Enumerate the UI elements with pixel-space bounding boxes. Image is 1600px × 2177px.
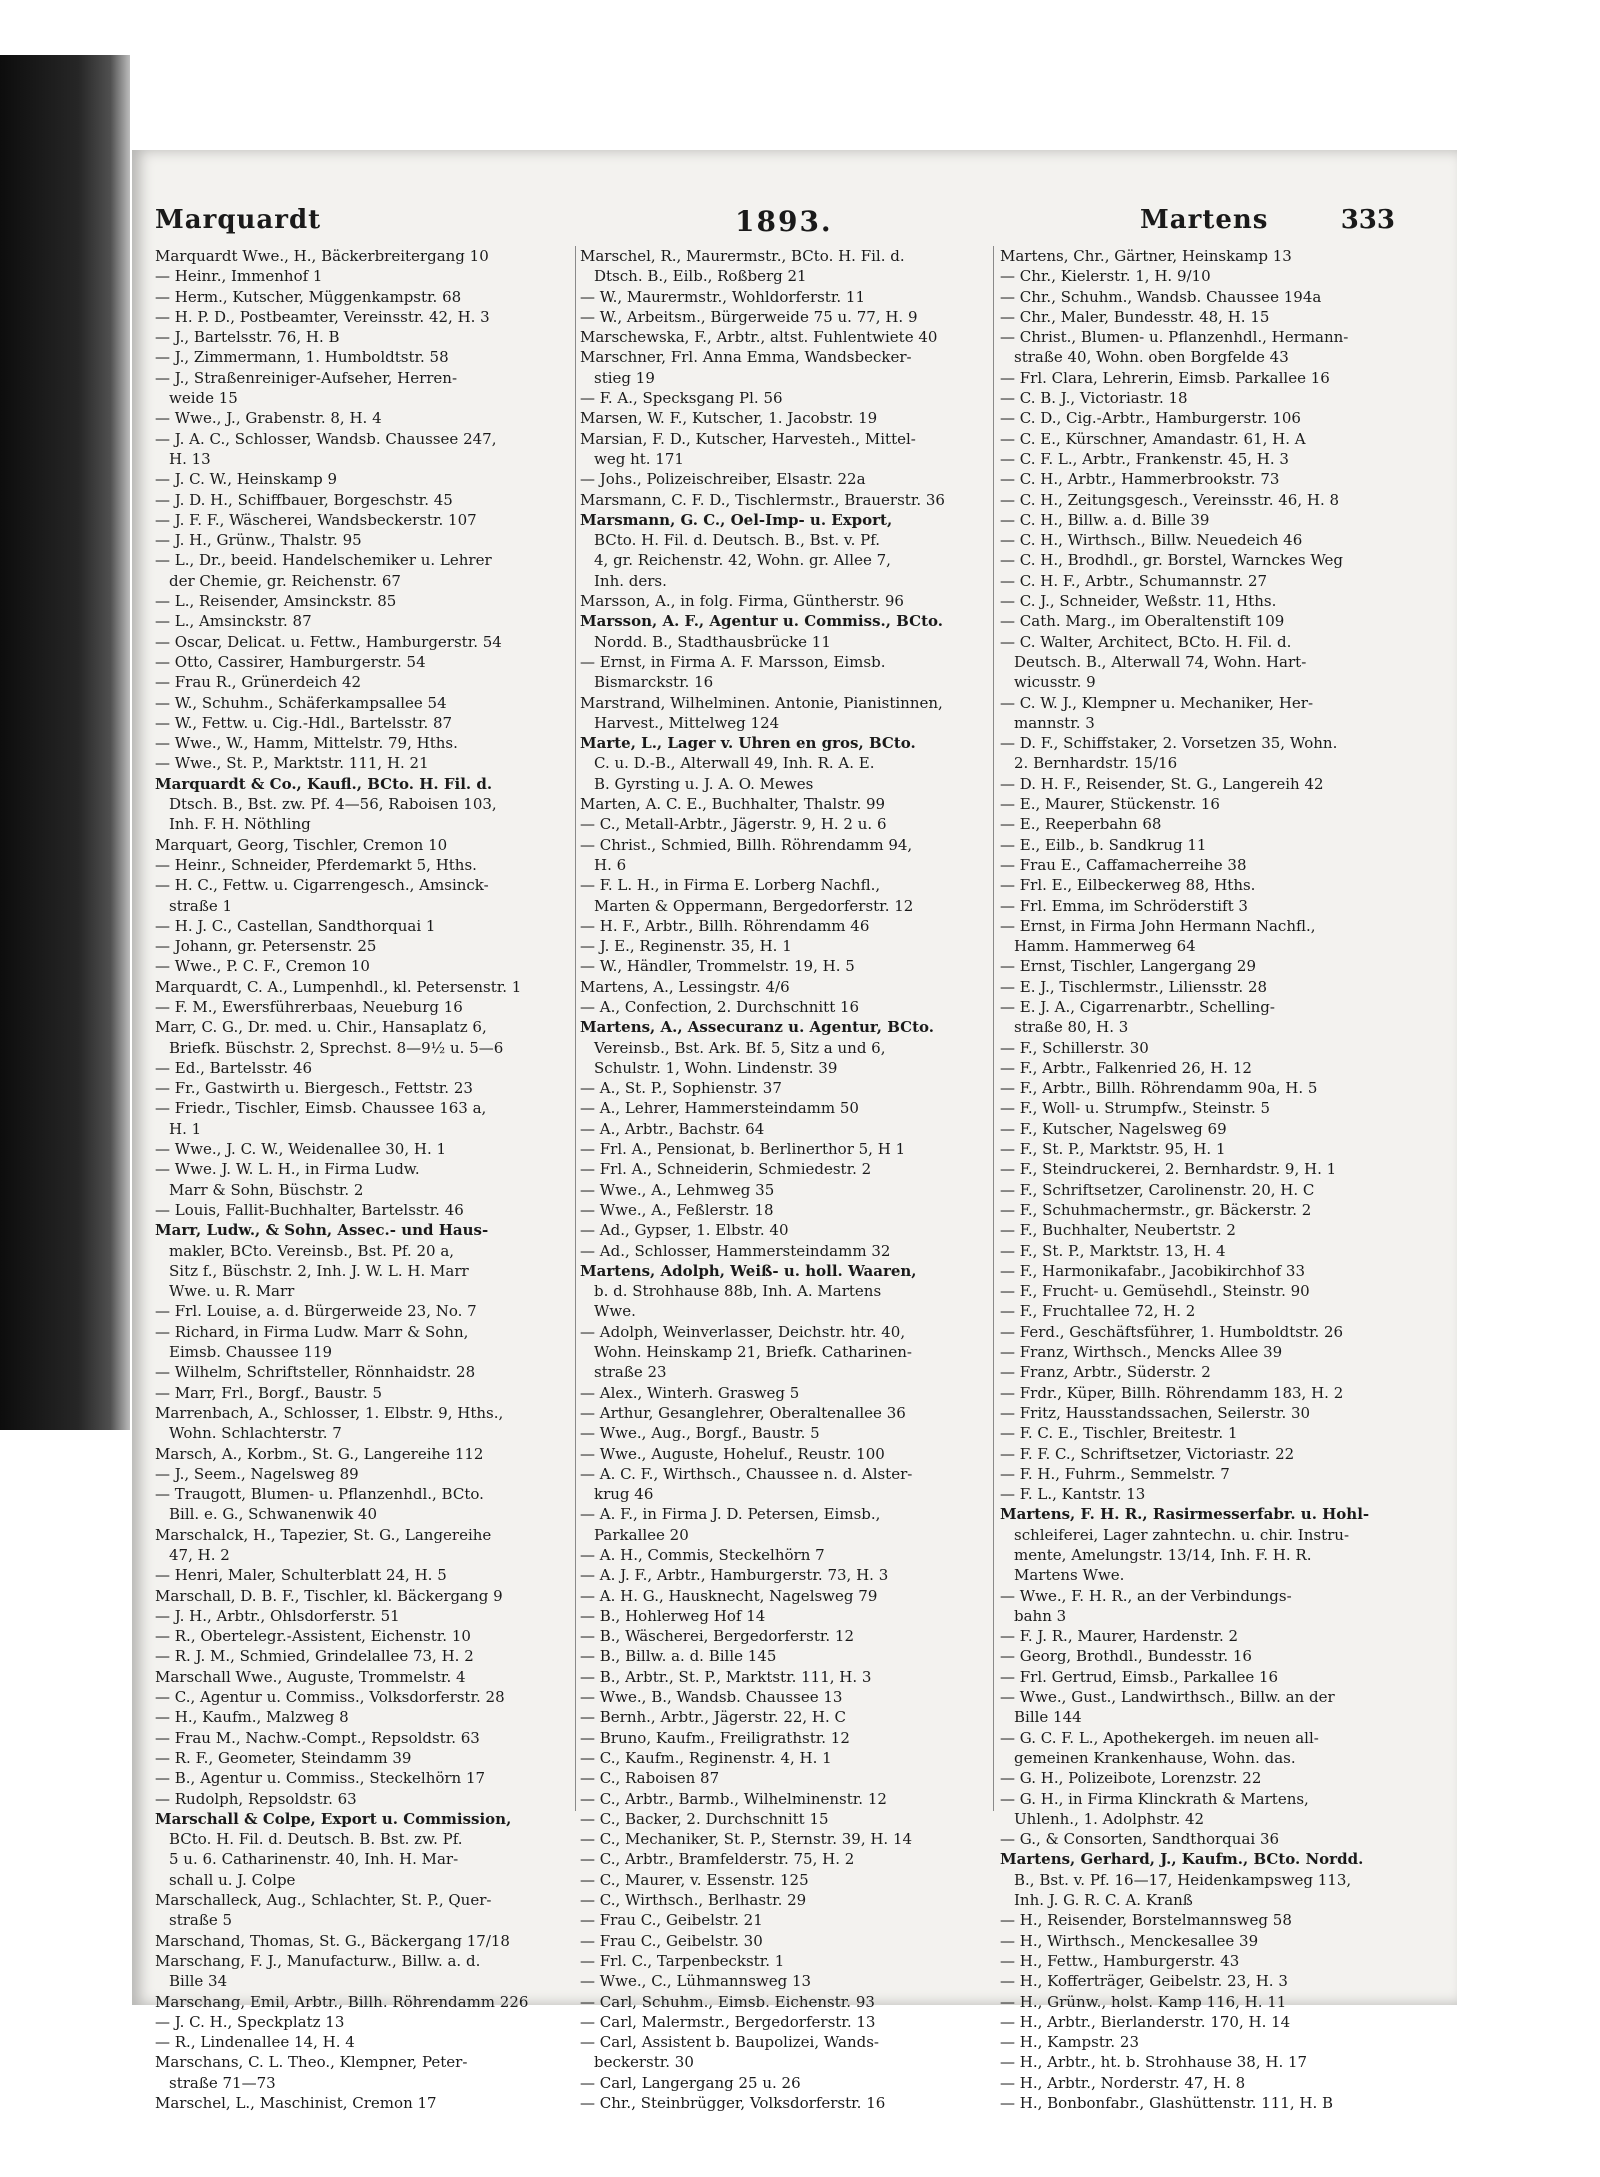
entry-continuation: 4, gr. Reichenstr. 42, Wohn. gr. Allee 7, <box>594 551 891 570</box>
entry-continuation: weg ht. 171 <box>594 449 684 468</box>
directory-entry: — Wilhelm, Schriftsteller, Rönnhaidstr. 28 <box>155 1363 476 1382</box>
directory-entry: — C. Walter, Architect, BCto. H. Fil. d. <box>1000 632 1292 651</box>
directory-entry: — Wwe., J. C. W., Weidenallee 30, H. 1 <box>155 1140 447 1159</box>
directory-entry: Marsson, A. F., Agentur u. Commiss., BCto. <box>580 612 943 631</box>
directory-entry: — Oscar, Delicat. u. Fettw., Hamburgerstr. 54 <box>155 632 502 651</box>
directory-entry: — Frl. Louise, a. d. Bürgerweide 23, No. 7 <box>155 1302 477 1321</box>
directory-entry: Martens, Chr., Gärtner, Heinskamp 13 <box>1000 247 1292 265</box>
directory-entry: — Marr, Frl., Borgf., Baustr. 5 <box>155 1383 383 1402</box>
directory-entry: — Frl. Gertrud, Eimsb., Parkallee 16 <box>1000 1667 1279 1686</box>
page-header <box>155 205 1395 245</box>
entry-continuation: der Chemie, gr. Reichenstr. 67 <box>169 571 401 590</box>
directory-entry: — Carl, Malermstr., Bergedorferstr. 13 <box>580 2012 876 2031</box>
entry-continuation: Bille 144 <box>1014 1708 1082 1727</box>
entry-continuation: Briefk. Büschstr. 2, Sprechst. 8—9½ u. 5—6 <box>169 1038 504 1057</box>
directory-entry: — C., Wirthsch., Berlhastr. 29 <box>580 1891 807 1910</box>
entry-continuation: Inh. F. H. Nöthling <box>169 815 311 834</box>
entry-continuation: krug 46 <box>594 1485 654 1504</box>
entry-continuation: B. Gyrsting u. J. A. O. Mewes <box>594 774 814 793</box>
directory-entry: — Frau R., Grünerdeich 42 <box>155 673 362 692</box>
directory-entry: — F., Harmonikafabr., Jacobikirchhof 33 <box>1000 1261 1306 1280</box>
entry-continuation: weide 15 <box>169 389 238 408</box>
directory-column-3 <box>1000 246 1418 2113</box>
directory-entry: — F. L., Kantstr. 13 <box>1000 1485 1146 1504</box>
entry-continuation: BCto. H. Fil. d. Deutsch. B. Bst. zw. Pf. <box>169 1830 463 1849</box>
directory-entry: — Carl, Assistent b. Baupolizei, Wands- <box>580 2033 879 2052</box>
directory-entry: — L., Dr., beeid. Handelschemiker u. Lehrer <box>155 551 492 570</box>
directory-entry: Marten, A. C. E., Buchhalter, Thalstr. 99 <box>580 795 886 814</box>
directory-entry: — Heinr., Immenhof 1 <box>155 267 323 286</box>
entry-continuation: Eimsb. Chaussee 119 <box>169 1343 333 1362</box>
directory-entry: — Wwe., C., Lühmannsweg 13 <box>580 1972 812 1991</box>
directory-entry: — G. C. F. L., Apothekergeh. im neuen all- <box>1000 1728 1319 1747</box>
directory-entry: — Friedr., Tischler, Eimsb. Chaussee 163 a, <box>155 1099 487 1118</box>
directory-entry: — J. A. C., Schlosser, Wandsb. Chaussee 247, <box>155 429 497 448</box>
directory-entry: — Frau C., Geibelstr. 21 <box>580 1911 763 1930</box>
directory-entry: Marsian, F. D., Kutscher, Harvesteh., Mittel- <box>580 429 916 448</box>
directory-entry: — R., Lindenallee 14, H. 4 <box>155 2033 355 2052</box>
directory-entry: — Bernh., Arbtr., Jägerstr. 22, H. C <box>580 1708 847 1727</box>
entry-continuation: Vereinsb., Bst. Ark. Bf. 5, Sitz a und 6, <box>594 1038 886 1057</box>
entry-continuation: B., Bst. v. Pf. 16—17, Heidenkampsweg 113, <box>1014 1870 1352 1889</box>
directory-entry: — C. W. J., Klempner u. Mechaniker, Her- <box>1000 693 1314 712</box>
entry-continuation: makler, BCto. Vereinsb., Bst. Pf. 20 a, <box>169 1241 455 1260</box>
directory-entry: — Wwe., F. H. R., an der Verbindungs- <box>1000 1586 1292 1605</box>
directory-entry: Marsch, A., Korbm., St. G., Langereihe 112 <box>155 1444 484 1463</box>
directory-entry: — Alex., Winterh. Grasweg 5 <box>580 1383 800 1402</box>
entry-continuation: Wohn. Heinskamp 21, Briefk. Catharinen- <box>594 1343 912 1362</box>
directory-entry: — J. E., Reginenstr. 35, H. 1 <box>580 937 792 956</box>
directory-entry: — Frl. Emma, im Schröderstift 3 <box>1000 896 1248 915</box>
directory-entry: Martens, Gerhard, J., Kaufm., BCto. Nordd. <box>1000 1850 1364 1869</box>
directory-entry: — E. J., Tischlermstr., Liliensstr. 28 <box>1000 977 1268 996</box>
directory-entry: — F., Schriftsetzer, Carolinenstr. 20, H. C <box>1000 1180 1315 1199</box>
directory-entry: — Richard, in Firma Ludw. Marr & Sohn, <box>155 1322 469 1341</box>
directory-entry: — W., Fettw. u. Cig.-Hdl., Bartelsstr. 87 <box>155 713 453 732</box>
directory-entry: — A., Arbtr., Bachstr. 64 <box>580 1119 765 1138</box>
directory-entry: Marschel, L., Maschinist, Cremon 17 <box>155 2094 437 2113</box>
directory-entry: — J. F. F., Wäscherei, Wandsbeckerstr. 107 <box>155 510 477 529</box>
directory-entry: — L., Reisender, Amsinckstr. 85 <box>155 592 397 611</box>
directory-entry: — Ernst, in Firma A. F. Marsson, Eimsb. <box>580 652 886 671</box>
directory-column-1 <box>155 246 573 2113</box>
directory-entry: — F. M., Ewersführerbaas, Neueburg 16 <box>155 997 463 1016</box>
entry-continuation: Wohn. Schlachterstr. 7 <box>169 1424 342 1443</box>
directory-entry: Marr, Ludw., & Sohn, Assec.- und Haus- <box>155 1221 489 1240</box>
directory-entry: Marschall, D. B. F., Tischler, kl. Bäckergang 9 <box>155 1586 503 1605</box>
directory-entry: — H. F., Arbtr., Billh. Röhrendamm 46 <box>580 916 870 935</box>
directory-entry: Marschang, Emil, Arbtr., Billh. Röhrendamm 226 <box>155 1992 529 2011</box>
header-left-catchword: Marquardt <box>155 205 322 235</box>
directory-entry: — J. C. H., Speckplatz 13 <box>155 2012 345 2031</box>
directory-entry: — Otto, Cassirer, Hamburgerstr. 54 <box>155 652 426 671</box>
directory-entry: — J. C. W., Heinskamp 9 <box>155 470 338 489</box>
directory-entry: — G. H., in Firma Klinckrath & Martens, <box>1000 1789 1309 1808</box>
directory-entry: — Louis, Fallit-Buchhalter, Bartelsstr. 46 <box>155 1200 464 1219</box>
directory-entry: Marstrand, Wilhelminen. Antonie, Pianistinnen, <box>580 693 943 712</box>
directory-entry: — A. J. F., Arbtr., Hamburgerstr. 73, H. 3 <box>580 1566 889 1585</box>
directory-entry: — Ferd., Geschäftsführer, 1. Humboldtstr. 26 <box>1000 1322 1344 1341</box>
entry-continuation: Marr & Sohn, Büschstr. 2 <box>169 1180 364 1199</box>
entry-continuation: mente, Amelungstr. 13/14, Inh. F. H. R. <box>1014 1546 1312 1564</box>
directory-entry: — Wwe., B., Wandsb. Chaussee 13 <box>580 1688 843 1707</box>
directory-entry: Marschalleck, Aug., Schlachter, St. P., Quer- <box>155 1891 492 1910</box>
directory-entry: — H., Arbtr., ht. b. Strohhause 38, H. 17 <box>1000 2053 1308 2072</box>
directory-entry: Martens, A., Lessingstr. 4/6 <box>580 977 790 996</box>
directory-entry: — Johs., Polizeischreiber, Elsastr. 22a <box>580 470 866 489</box>
directory-entry: — W., Schuhm., Schäferkampsallee 54 <box>155 693 447 712</box>
page-number: 333 <box>1340 205 1395 235</box>
entry-continuation: b. d. Strohhause 88b, Inh. A. Martens <box>594 1282 882 1301</box>
directory-entry: Marquardt Wwe., H., Bäckerbreitergang 10 <box>155 247 489 265</box>
directory-entry: Marschand, Thomas, St. G., Bäckergang 17/18 <box>155 1931 510 1950</box>
directory-entry: — F. H., Fuhrm., Semmelstr. 7 <box>1000 1464 1230 1483</box>
directory-entry: Marschalck, H., Tapezier, St. G., Langereihe <box>155 1525 492 1544</box>
directory-entry: — Georg, Brothdl., Bundesstr. 16 <box>1000 1647 1252 1666</box>
entry-continuation: straße 80, H. 3 <box>1014 1018 1129 1037</box>
directory-entry: — C., Agentur u. Commiss., Volksdorferstr. 28 <box>155 1688 505 1707</box>
directory-entry: — G. H., Polizeibote, Lorenzstr. 22 <box>1000 1769 1262 1788</box>
entry-continuation: Uhlenh., 1. Adolphstr. 42 <box>1014 1809 1205 1828</box>
directory-entry: — Fr., Gastwirth u. Biergesch., Fettstr. 23 <box>155 1079 473 1098</box>
directory-entry: Marquart, Georg, Tischler, Cremon 10 <box>155 835 448 854</box>
directory-entry: — Ernst, Tischler, Langergang 29 <box>1000 957 1256 976</box>
directory-entry: — B., Agentur u. Commiss., Steckelhörn 17 <box>155 1769 486 1788</box>
entry-continuation: Schulstr. 1, Wohn. Lindenstr. 39 <box>594 1058 838 1077</box>
directory-entry: Marsmann, G. C., Oel-Imp- u. Export, <box>580 510 893 529</box>
directory-entry: — A. H., Commis, Steckelhörn 7 <box>580 1546 825 1564</box>
entry-continuation: straße 71—73 <box>169 2073 276 2092</box>
directory-entry: — Ad., Schlosser, Hammersteindamm 32 <box>580 1241 891 1260</box>
directory-entry: — Christ., Schmied, Billh. Röhrendamm 94, <box>580 835 913 854</box>
directory-entry: Marschang, F. J., Manufacturw., Billw. a. d. <box>155 1951 481 1970</box>
entry-continuation: gemeinen Krankenhause, Wohn. das. <box>1014 1748 1296 1767</box>
directory-entry: — A., Confection, 2. Durchschnitt 16 <box>580 997 860 1016</box>
directory-entry: — F., Schillerstr. 30 <box>1000 1038 1149 1057</box>
directory-entry: — Chr., Steinbrügger, Volksdorferstr. 16 <box>580 2094 886 2113</box>
directory-entry: Marschel, R., Maurermstr., BCto. H. Fil. d. <box>580 247 905 265</box>
directory-entry: — Carl, Schuhm., Eimsb. Eichenstr. 93 <box>580 1992 875 2011</box>
directory-entry: — E., Reeperbahn 68 <box>1000 815 1162 834</box>
directory-entry: — E., Eilb., b. Sandkrug 11 <box>1000 835 1207 854</box>
directory-entry: — Frau E., Caffamacherreihe 38 <box>1000 855 1247 874</box>
directory-entry: Marschner, Frl. Anna Emma, Wandsbecker- <box>580 348 912 367</box>
directory-entry: — Franz, Arbtr., Süderstr. 2 <box>1000 1363 1211 1382</box>
entry-continuation: Martens Wwe. <box>1014 1566 1125 1585</box>
directory-entry: — Johann, gr. Petersenstr. 25 <box>155 937 377 956</box>
entry-continuation: Wwe. u. R. Marr <box>169 1282 295 1301</box>
entry-continuation: 47, H. 2 <box>169 1546 230 1564</box>
directory-entry: — C., Raboisen 87 <box>580 1769 720 1788</box>
directory-entry: — H., Fettw., Hamburgerstr. 43 <box>1000 1951 1240 1970</box>
directory-entry: — H., Bonbonfabr., Glashüttenstr. 111, H. B <box>1000 2094 1334 2113</box>
scan-edge-shadow <box>0 55 130 1430</box>
directory-entry: — Wwe., St. P., Marktstr. 111, H. 21 <box>155 754 429 773</box>
directory-entry: — H. C., Fettw. u. Cigarrengesch., Amsinck- <box>155 876 489 895</box>
entry-continuation: straße 40, Wohn. oben Borgfelde 43 <box>1014 348 1289 367</box>
entry-continuation: straße 5 <box>169 1911 233 1930</box>
directory-entry: Marsmann, C. F. D., Tischlermstr., Brauerstr. 36 <box>580 490 945 509</box>
directory-entry: — H., Reisender, Borstelmannsweg 58 <box>1000 1911 1292 1930</box>
directory-entry: — J. D. H., Schiffbauer, Borgeschstr. 45 <box>155 490 453 509</box>
directory-entry: — Adolph, Weinverlasser, Deichstr. htr. 40, <box>580 1322 906 1341</box>
entry-continuation: BCto. H. Fil. d. Deutsch. B., Bst. v. Pf. <box>594 531 881 550</box>
directory-entry: — Wwe., A., Feßlerstr. 18 <box>580 1200 774 1219</box>
entry-continuation: Inh. ders. <box>594 571 667 590</box>
entry-continuation: Bill. e. G., Schwanenwik 40 <box>169 1505 378 1524</box>
directory-entry: — J. H., Arbtr., Ohlsdorferstr. 51 <box>155 1606 400 1625</box>
directory-entry: — Frl. A., Pensionat, b. Berlinerthor 5, H 1 <box>580 1140 906 1159</box>
directory-entry: — C., Backer, 2. Durchschnitt 15 <box>580 1809 829 1828</box>
entry-continuation: Parkallee 20 <box>594 1525 689 1544</box>
directory-entry: — W., Arbeitsm., Bürgerweide 75 u. 77, H. 9 <box>580 307 918 326</box>
directory-entry: — J., Bartelsstr. 76, H. B <box>155 328 340 347</box>
directory-entry: — Traugott, Blumen- u. Pflanzenhdl., BCto. <box>155 1485 484 1504</box>
directory-entry: — A., Lehrer, Hammersteindamm 50 <box>580 1099 859 1118</box>
directory-entry: — H., Kaufm., Malzweg 8 <box>155 1708 349 1727</box>
directory-entry: — A. H. G., Hausknecht, Nagelsweg 79 <box>580 1586 878 1605</box>
entry-continuation: Harvest., Mittelweg 124 <box>594 713 780 732</box>
entry-continuation: H. 13 <box>169 449 211 468</box>
directory-entry: — C., Arbtr., Bramfelderstr. 75, H. 2 <box>580 1850 855 1869</box>
directory-entry: — F. J. R., Maurer, Hardenstr. 2 <box>1000 1627 1239 1646</box>
directory-entry: Marquardt, C. A., Lumpenhdl., kl. Petersenstr. 1 <box>155 977 522 996</box>
directory-entry: — Frl. C., Tarpenbeckstr. 1 <box>580 1951 785 1970</box>
directory-entry: — F., Arbtr., Falkenried 26, H. 12 <box>1000 1058 1252 1077</box>
directory-entry: Marrenbach, A., Schlosser, 1. Elbstr. 9, Hths., <box>155 1403 504 1422</box>
directory-entry: — J., Straßenreiniger-Aufseher, Herren- <box>155 368 458 387</box>
entry-continuation: Deutsch. B., Alterwall 74, Wohn. Hart- <box>1014 652 1307 671</box>
directory-entry: — Christ., Blumen- u. Pflanzenhdl., Hermann- <box>1000 328 1349 347</box>
directory-entry: — F., Kutscher, Nagelsweg 69 <box>1000 1119 1227 1138</box>
directory-entry: — C. H., Billw. a. d. Bille 39 <box>1000 510 1210 529</box>
directory-entry: — Carl, Langergang 25 u. 26 <box>580 2073 801 2092</box>
entry-continuation: schall u. J. Colpe <box>169 1870 296 1889</box>
directory-entry: — B., Billw. a. d. Bille 145 <box>580 1647 777 1666</box>
entry-continuation: straße 23 <box>594 1363 667 1382</box>
directory-entry: — E., Maurer, Stückenstr. 16 <box>1000 795 1220 814</box>
directory-entry: — B., Hohlerweg Hof 14 <box>580 1606 766 1625</box>
directory-entry: Marsson, A., in folg. Firma, Güntherstr. 96 <box>580 592 904 611</box>
directory-entry: Martens, Adolph, Weiß- u. holl. Waaren, <box>580 1261 917 1280</box>
directory-entry: — W., Maurermstr., Wohldorferstr. 11 <box>580 287 865 306</box>
directory-entry: — H., Arbtr., Bierlanderstr. 170, H. 14 <box>1000 2012 1291 2031</box>
entry-continuation: bahn 3 <box>1014 1606 1067 1625</box>
directory-entry: — R. F., Geometer, Steindamm 39 <box>155 1748 412 1767</box>
directory-entry: — F., St. P., Marktstr. 13, H. 4 <box>1000 1241 1226 1260</box>
directory-entry: — Ad., Gypser, 1. Elbstr. 40 <box>580 1221 789 1240</box>
directory-entry: — W., Händler, Trommelstr. 19, H. 5 <box>580 957 855 976</box>
entry-continuation: Sitz f., Büschstr. 2, Inh. J. W. L. H. Marr <box>169 1261 469 1280</box>
directory-entry: — Heinr., Schneider, Pferdemarkt 5, Hths. <box>155 855 477 874</box>
directory-entry: — D. H. F., Reisender, St. G., Langereih 42 <box>1000 774 1324 793</box>
entry-continuation: H. 6 <box>594 855 627 874</box>
directory-entry: — Ed., Bartelsstr. 46 <box>155 1058 313 1077</box>
entry-continuation: Inh. J. G. R. C. A. Kranß <box>1014 1891 1193 1910</box>
entry-continuation: Dtsch. B., Bst. zw. Pf. 4—56, Raboisen 103, <box>169 795 497 814</box>
entry-continuation: Hamm. Hammerweg 64 <box>1014 937 1196 956</box>
directory-entry: — F., St. P., Marktstr. 95, H. 1 <box>1000 1140 1226 1159</box>
directory-entry: Marte, L., Lager v. Uhren en gros, BCto. <box>580 734 916 753</box>
directory-entry: — C. H., Brodhdl., gr. Borstel, Warnckes Weg <box>1000 551 1344 570</box>
directory-entry: — H. J. C., Castellan, Sandthorquai 1 <box>155 916 436 935</box>
directory-entry: — Wwe. J. W. L. H., in Firma Ludw. <box>155 1160 420 1179</box>
directory-entry: — C. H., Wirthsch., Billw. Neuedeich 46 <box>1000 531 1303 550</box>
directory-entry: — Wwe., W., Hamm, Mittelstr. 79, Hths. <box>155 734 458 753</box>
directory-entry: — J., Zimmermann, 1. Humboldtstr. 58 <box>155 348 449 367</box>
directory-entry: — F. F. C., Schriftsetzer, Victoriastr. 22 <box>1000 1444 1295 1463</box>
directory-entry: — Wwe., Gust., Landwirthsch., Billw. an der <box>1000 1688 1335 1707</box>
directory-entry: — F., Arbtr., Billh. Röhrendamm 90a, H. 5 <box>1000 1079 1318 1098</box>
directory-entry: — Fritz, Hausstandssachen, Seilerstr. 30 <box>1000 1403 1311 1422</box>
directory-entry: Marschall Wwe., Auguste, Trommelstr. 4 <box>155 1667 466 1686</box>
entry-continuation: Bismarckstr. 16 <box>594 673 714 692</box>
directory-entry: — C. D., Cig.-Arbtr., Hamburgerstr. 106 <box>1000 409 1301 428</box>
directory-entry: Marsen, W. F., Kutscher, 1. Jacobstr. 19 <box>580 409 878 428</box>
entry-continuation: schleiferei, Lager zahntechn. u. chir. Instru- <box>1014 1525 1350 1544</box>
entry-continuation: C. u. D.-B., Alterwall 49, Inh. R. A. E. <box>594 754 875 773</box>
directory-entry: — F., Steindruckerei, 2. Bernhardstr. 9, H. 1 <box>1000 1160 1337 1179</box>
directory-entry: — B., Wäscherei, Bergedorferstr. 12 <box>580 1627 854 1646</box>
entry-continuation: 5 u. 6. Catharinenstr. 40, Inh. H. Mar- <box>169 1850 459 1869</box>
directory-entry: — Herm., Kutscher, Müggenkampstr. 68 <box>155 287 462 306</box>
directory-entry: — Wwe., Auguste, Hoheluf., Reustr. 100 <box>580 1444 885 1463</box>
directory-entry: — C., Metall-Arbtr., Jägerstr. 9, H. 2 u. 6 <box>580 815 887 834</box>
directory-entry: — Frdr., Küper, Billh. Röhrendamm 183, H. 2 <box>1000 1383 1344 1402</box>
entry-continuation: straße 1 <box>169 896 233 915</box>
directory-entry: — F., Buchhalter, Neubertstr. 2 <box>1000 1221 1236 1240</box>
directory-entry: — C., Mechaniker, St. P., Sternstr. 39, H. 14 <box>580 1830 913 1849</box>
directory-entry: Martens, F. H. R., Rasirmesserfabr. u. Hohl- <box>1000 1505 1370 1524</box>
directory-entry: — R., Obertelegr.-Assistent, Eichenstr. 10 <box>155 1627 471 1646</box>
directory-entry: — C. B. J., Victoriastr. 18 <box>1000 389 1188 408</box>
directory-entry: Marschewska, F., Arbtr., altst. Fuhlentwiete 40 <box>580 328 938 347</box>
directory-entry: — F. A., Specksgang Pl. 56 <box>580 389 783 408</box>
directory-entry: — D. F., Schiffstaker, 2. Vorsetzen 35, Wohn. <box>1000 734 1338 753</box>
column-divider <box>575 246 576 1811</box>
directory-entry: — H., Wirthsch., Menckesallee 39 <box>1000 1931 1259 1950</box>
directory-entry: — Chr., Maler, Bundesstr. 48, H. 15 <box>1000 307 1270 326</box>
directory-entry: — Frau M., Nachw.-Compt., Repsoldstr. 63 <box>155 1728 480 1747</box>
directory-entry: — Frl. E., Eilbeckerweg 88, Hths. <box>1000 876 1256 895</box>
directory-entry: — F., Frucht- u. Gemüsehdl., Steinstr. 90 <box>1000 1282 1310 1301</box>
directory-entry: — C., Arbtr., Barmb., Wilhelminenstr. 12 <box>580 1789 887 1808</box>
directory-entry: Marr, C. G., Dr. med. u. Chir., Hansaplatz 6, <box>155 1018 487 1037</box>
entry-continuation: Marten & Oppermann, Bergedorferstr. 12 <box>594 896 914 915</box>
directory-entry: — A. F., in Firma J. D. Petersen, Eimsb., <box>580 1505 881 1524</box>
directory-entry: — A. C. F., Wirthsch., Chaussee n. d. Alster- <box>580 1464 913 1483</box>
directory-entry: — Cath. Marg., im Oberaltenstift 109 <box>1000 612 1285 631</box>
entry-continuation: mannstr. 3 <box>1014 713 1095 732</box>
entry-continuation: Nordd. B., Stadthausbrücke 11 <box>594 632 831 651</box>
directory-entry: — F. L. H., in Firma E. Lorberg Nachfl., <box>580 876 881 895</box>
directory-entry: — C. H. F., Arbtr., Schumannstr. 27 <box>1000 571 1268 590</box>
entry-continuation: Bille 34 <box>169 1972 228 1991</box>
directory-entry: — Frl. A., Schneiderin, Schmiedestr. 2 <box>580 1160 872 1179</box>
directory-entry: — E. J. A., Cigarrenarbtr., Schelling- <box>1000 997 1275 1016</box>
entry-continuation: beckerstr. 30 <box>594 2053 694 2072</box>
entry-continuation: 2. Bernhardstr. 15/16 <box>1014 754 1178 773</box>
entry-continuation: wicusstr. 9 <box>1014 673 1096 692</box>
entry-continuation: Wwe. <box>594 1302 636 1321</box>
directory-entry: Martens, A., Assecuranz u. Agentur, BCto. <box>580 1018 934 1037</box>
entry-continuation: stieg 19 <box>594 368 655 387</box>
directory-entry: — Ernst, in Firma John Hermann Nachfl., <box>1000 916 1316 935</box>
directory-entry: — Arthur, Gesanglehrer, Oberaltenallee 36 <box>580 1403 906 1422</box>
entry-continuation: Dtsch. B., Eilb., Roßberg 21 <box>594 267 807 286</box>
directory-entry: Marschans, C. L. Theo., Klempner, Peter- <box>155 2053 468 2072</box>
directory-entry: — J., Seem., Nagelsweg 89 <box>155 1464 359 1483</box>
directory-entry: — Henri, Maler, Schulterblatt 24, H. 5 <box>155 1566 447 1585</box>
directory-entry: — H., Kampstr. 23 <box>1000 2033 1139 2052</box>
directory-entry: — C. F. L., Arbtr., Frankenstr. 45, H. 3 <box>1000 449 1289 468</box>
directory-entry: — C., Maurer, v. Essenstr. 125 <box>580 1870 809 1889</box>
directory-entry: — A., St. P., Sophienstr. 37 <box>580 1079 782 1098</box>
directory-entry: Marschall & Colpe, Export u. Commission, <box>155 1809 512 1828</box>
directory-entry: — Rudolph, Repsoldstr. 63 <box>155 1789 357 1808</box>
directory-entry: — C., Kaufm., Reginenstr. 4, H. 1 <box>580 1748 832 1767</box>
directory-entry: — Chr., Schuhm., Wandsb. Chaussee 194a <box>1000 287 1322 306</box>
directory-entry: — J. H., Grünw., Thalstr. 95 <box>155 531 362 550</box>
directory-entry: — L., Amsinckstr. 87 <box>155 612 312 631</box>
directory-entry: — F., Fruchtallee 72, H. 2 <box>1000 1302 1196 1321</box>
directory-entry: — C. H., Zeitungsgesch., Vereinsstr. 46, H. 8 <box>1000 490 1340 509</box>
directory-entry: — H., Kofferträger, Geibelstr. 23, H. 3 <box>1000 1972 1288 1991</box>
directory-entry: — B., Arbtr., St. P., Marktstr. 111, H. 3 <box>580 1667 872 1686</box>
directory-entry: — F., Woll- u. Strumpfw., Steinstr. 5 <box>1000 1099 1271 1118</box>
directory-entry: — Wwe., Aug., Borgf., Baustr. 5 <box>580 1424 820 1443</box>
directory-entry: — Wwe., A., Lehmweg 35 <box>580 1180 775 1199</box>
directory-entry: — H., Grünw., holst. Kamp 116, H. 11 <box>1000 1992 1287 2011</box>
directory-entry: — Frl. Clara, Lehrerin, Eimsb. Parkallee 16 <box>1000 368 1330 387</box>
directory-entry: Marquardt & Co., Kaufl., BCto. H. Fil. d. <box>155 774 493 793</box>
directory-column-2 <box>580 246 998 2113</box>
directory-entry: — F., Schuhmachermstr., gr. Bäckerstr. 2 <box>1000 1200 1312 1219</box>
directory-entry: — C. E., Kürschner, Amandastr. 61, H. A <box>1000 429 1306 448</box>
entry-continuation: H. 1 <box>169 1119 202 1138</box>
directory-entry: — Wwe., J., Grabenstr. 8, H. 4 <box>155 409 382 428</box>
directory-entry: — C. H., Arbtr., Hammerbrookstr. 73 <box>1000 470 1280 489</box>
directory-entry: — F. C. E., Tischler, Breitestr. 1 <box>1000 1424 1238 1443</box>
directory-entry: — H. P. D., Postbeamter, Vereinsstr. 42, H. 3 <box>155 307 490 326</box>
header-right-catchword: Martens <box>1140 205 1269 235</box>
header-year: 1893. <box>735 205 833 238</box>
directory-entry: — Bruno, Kaufm., Freiligrathstr. 12 <box>580 1728 850 1747</box>
directory-entry: — R. J. M., Schmied, Grindelallee 73, H. 2 <box>155 1647 474 1666</box>
directory-entry: — Franz, Wirthsch., Mencks Allee 39 <box>1000 1343 1283 1362</box>
directory-entry: — G., & Consorten, Sandthorquai 36 <box>1000 1830 1280 1849</box>
directory-entry: — Chr., Kielerstr. 1, H. 9/10 <box>1000 267 1211 286</box>
directory-entry: — Frau C., Geibelstr. 30 <box>580 1931 763 1950</box>
directory-entry: — Wwe., P. C. F., Cremon 10 <box>155 957 370 976</box>
directory-entry: — C. J., Schneider, Weßstr. 11, Hths. <box>1000 592 1277 611</box>
directory-entry: — H., Arbtr., Norderstr. 47, H. 8 <box>1000 2073 1246 2092</box>
